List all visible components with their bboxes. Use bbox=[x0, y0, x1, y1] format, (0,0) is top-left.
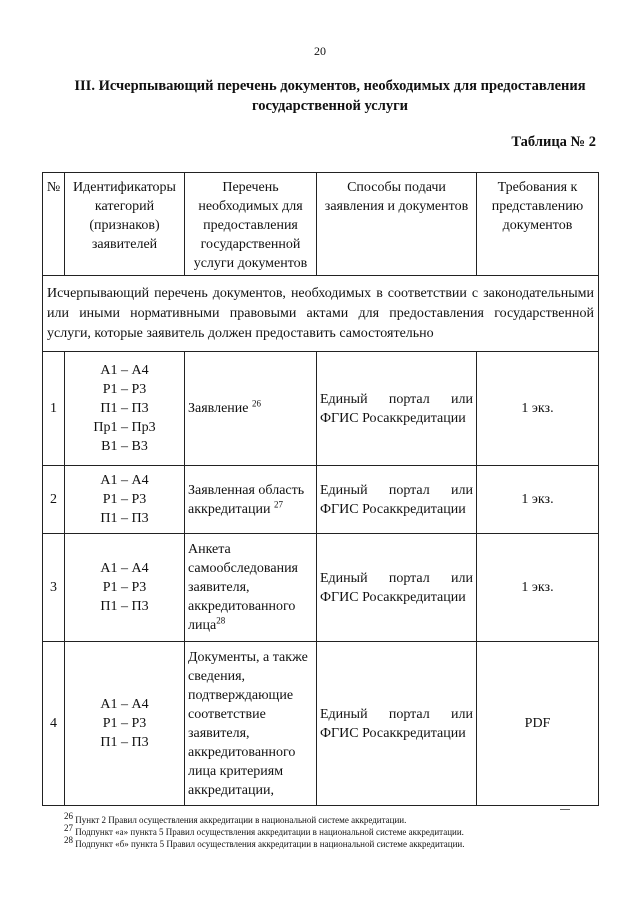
header-documents: Перечень необходимых для предоставления государственной услуги документов bbox=[185, 173, 317, 276]
footnotes bbox=[64, 811, 604, 850]
row-identifiers bbox=[65, 466, 185, 534]
table-intro-row bbox=[43, 276, 599, 352]
section-heading-line-1: III. Исчерпывающий перечень документов, необходимых для предоставления bbox=[74, 78, 586, 94]
section-heading-line-2: государственной услуги bbox=[251, 98, 409, 114]
footnote-divider bbox=[64, 805, 218, 806]
identifier: П1 – П3 bbox=[100, 401, 149, 416]
table-label: Таблица № 2 bbox=[511, 134, 596, 150]
footnote: $^{26}$ Пункт 2 Правил осуществления аккредитации в национальной системе аккредитации. bbox=[64, 811, 407, 825]
row-requirement: 1 экз. bbox=[477, 352, 599, 466]
document-name: Заявление bbox=[188, 401, 249, 416]
row-document bbox=[185, 642, 317, 806]
table-row bbox=[43, 466, 599, 534]
identifier: А1 – А4 bbox=[100, 697, 149, 712]
row-number: 3 bbox=[43, 534, 65, 642]
table-header-row bbox=[43, 173, 599, 276]
footnote: $^{28}$ Подпункт «б» пункта 5 Правил осуществления аккредитации в национальной системе аккредитации. bbox=[64, 835, 465, 849]
header-identifiers: Идентификаторы категорий (признаков) заявителей bbox=[65, 173, 185, 276]
identifier: Р1 – Р3 bbox=[102, 716, 147, 731]
document-name: Анкета самообследования заявителя, аккредитованного лица bbox=[188, 542, 298, 633]
footnote-ref: 28 bbox=[216, 615, 226, 626]
identifier: П1 – П3 bbox=[100, 511, 149, 526]
documents-table bbox=[42, 172, 599, 806]
row-submission-method: Единый портал или ФГИС Росаккредитации bbox=[317, 352, 477, 466]
identifier: Р1 – Р3 bbox=[102, 382, 147, 397]
row-requirement: PDF bbox=[477, 642, 599, 806]
page-number: 20 bbox=[314, 44, 326, 58]
row-document bbox=[185, 466, 317, 534]
header-requirements: Требования к представлению документов bbox=[477, 173, 599, 276]
row-requirement: 1 экз. bbox=[477, 534, 599, 642]
identifier: Р1 – Р3 bbox=[102, 492, 147, 507]
section-heading bbox=[60, 76, 600, 116]
row-number: 1 bbox=[43, 352, 65, 466]
row-identifiers bbox=[65, 534, 185, 642]
identifier: А1 – А4 bbox=[100, 363, 149, 378]
document-name: Документы, а также сведения, подтверждающие соответствие заявителя, аккредитованного лица критериям аккредитации, bbox=[188, 649, 308, 798]
row-submission-method: Единый портал или ФГИС Росаккредитации bbox=[317, 534, 477, 642]
identifier: П1 – П3 bbox=[100, 599, 149, 614]
identifier: Пр1 – Пр3 bbox=[93, 420, 156, 435]
identifier: А1 – А4 bbox=[100, 473, 149, 488]
row-identifiers bbox=[65, 352, 185, 466]
header-submission-methods: Способы подачи заявления и документов bbox=[317, 173, 477, 276]
table-row bbox=[43, 642, 599, 806]
row-number: 4 bbox=[43, 642, 65, 806]
table-intro-text: Исчерпывающий перечень документов, необходимых в соответствии с законодательными или иными нормативными правовыми актами для предоставления государственной услуги, которые заявитель должен предоставить самостоятельно bbox=[43, 276, 599, 352]
row-submission-method: Единый портал или ФГИС Росаккредитации bbox=[317, 466, 477, 534]
document-name: Заявленная область аккредитации bbox=[188, 482, 305, 517]
row-document bbox=[185, 352, 317, 466]
footnote: $^{27}$ Подпункт «а» пункта 5 Правил осуществления аккредитации в национальной системе аккредитации. bbox=[64, 823, 464, 837]
footnote-ref: 27 bbox=[273, 498, 283, 509]
row-submission-method: Единый портал или ФГИС Росаккредитации bbox=[317, 642, 477, 806]
table-row bbox=[43, 534, 599, 642]
identifier: В1 – В3 bbox=[101, 439, 148, 454]
margin-mark bbox=[560, 809, 570, 810]
row-requirement: 1 экз. bbox=[477, 466, 599, 534]
identifier: П1 – П3 bbox=[100, 735, 149, 750]
footnote-ref: 26 bbox=[252, 398, 261, 409]
table-row bbox=[43, 352, 599, 466]
row-identifiers bbox=[65, 642, 185, 806]
identifier: Р1 – Р3 bbox=[102, 580, 147, 595]
identifier: А1 – А4 bbox=[100, 561, 149, 576]
row-document bbox=[185, 534, 317, 642]
row-number: 2 bbox=[43, 466, 65, 534]
header-num: № bbox=[43, 173, 65, 276]
